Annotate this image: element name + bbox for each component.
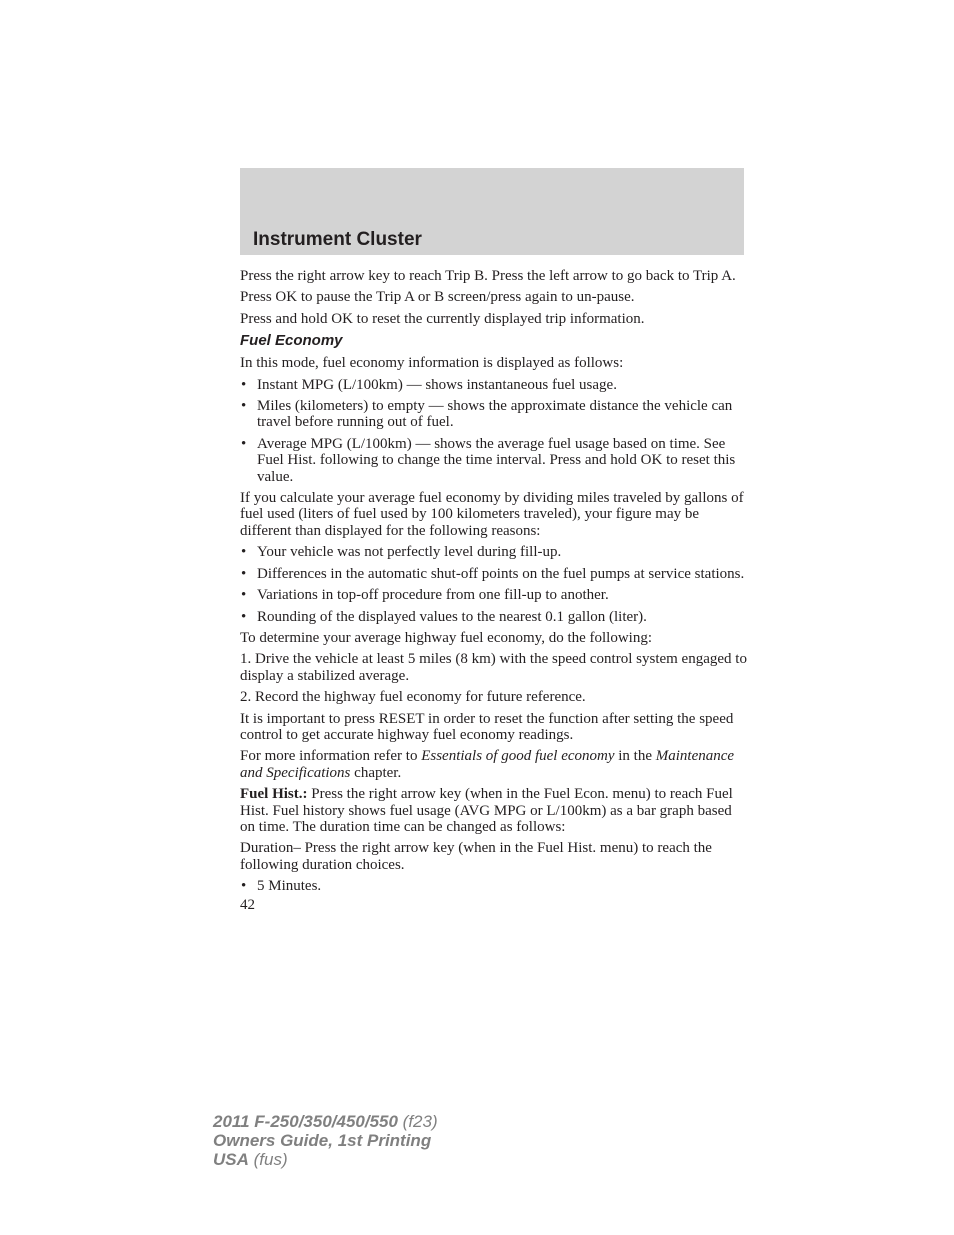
list-item-text: Variations in top-off procedure from one fill-up to another. (257, 587, 609, 604)
list-item-text: Your vehicle was not perfectly level during fill-up. (257, 544, 562, 561)
more-info-suffix: chapter. (350, 764, 402, 781)
fuel-hist-paragraph (240, 786, 750, 835)
more-info-prefix: For more information refer to (240, 748, 422, 765)
footer-market: USA (213, 1150, 249, 1169)
footer-model-code: (f23) (397, 1112, 438, 1131)
list-item (240, 609, 750, 625)
list-item-text: Instant MPG (L/100km) — shows instantaneous fuel usage. (257, 376, 617, 393)
bullet-marker: • (241, 376, 247, 393)
list-item-text: 5 Minutes. (257, 878, 322, 895)
duration-paragraph: Duration– Press the right arrow key (when in the Fuel Hist. menu) to reach the following duration choices. (240, 840, 712, 873)
fuel-economy-modes-list (240, 377, 750, 485)
list-item (240, 398, 750, 431)
more-info-paragraph (240, 748, 750, 781)
document-footer (213, 1112, 438, 1169)
fuel-economy-heading: Fuel Economy (240, 332, 343, 350)
duration-choices-list (240, 878, 750, 894)
page-number: 42 (240, 896, 255, 913)
reset-note: It is important to press RESET in order to reset the function after setting the speed control to get accurate highway fuel economy readings. (240, 710, 734, 743)
list-item (240, 436, 750, 485)
list-item-text: Miles (kilometers) to empty — shows the approximate distance the vehicle can travel before running out of fuel. (257, 398, 733, 431)
footer-line-market (213, 1150, 438, 1169)
highway-economy-intro: To determine your average highway fuel economy, do the following: (240, 629, 653, 646)
footer-market-code: (fus) (248, 1150, 288, 1169)
footer-line-edition: Owners Guide, 1st Printing (213, 1131, 432, 1150)
list-item-text: Average MPG (L/100km) — shows the average fuel usage based on time. See Fuel Hist. following to change the time interval. Press and hold OK to reset this value. (257, 435, 736, 485)
paragraph-trip-b: Press the right arrow key to reach Trip B. Press the left arrow to go back to Trip A. (240, 268, 736, 284)
bullet-marker: • (241, 398, 247, 415)
fuel-hist-label: Fuel Hist.: (240, 786, 308, 803)
list-item-text: Rounding of the displayed values to the nearest 0.1 gallon (liter). (257, 608, 647, 625)
highway-step-1: 1. Drive the vehicle at least 5 miles (8 km) with the speed control system engaged to display a stabilized average. (240, 651, 747, 684)
paragraph-reset-trip: Press and hold OK to reset the currently displayed trip information. (240, 310, 645, 327)
section-header-band (240, 168, 744, 255)
bullet-marker: • (241, 878, 247, 895)
difference-reasons-list (240, 544, 750, 625)
footer-line-model (213, 1112, 438, 1131)
calculation-note: If you calculate your average fuel economy by dividing miles traveled by gallons of fuel used (liters of fuel used by 100 kilometers traveled), your figure may be different than displayed for the following reasons: (240, 490, 744, 539)
more-info-middle: in the (614, 748, 656, 765)
bullet-marker: • (241, 435, 247, 452)
fuel-economy-intro: In this mode, fuel economy information is displayed as follows: (240, 355, 624, 372)
highway-step-2: 2. Record the highway fuel economy for future reference. (240, 689, 586, 706)
fuel-hist-text: Press the right arrow key (when in the Fuel Econ. menu) to reach Fuel Hist. Fuel history shows fuel usage (AVG MPG or L/100km) as a bar graph based on time. The duration time can be changed as follows: (240, 786, 733, 835)
bullet-marker: • (241, 587, 247, 604)
list-item-text: Differences in the automatic shut-off points on the fuel pumps at service stations. (257, 565, 745, 582)
list-item (240, 544, 750, 560)
bullet-marker: • (241, 608, 247, 625)
list-item (240, 878, 750, 894)
page-content (240, 268, 750, 913)
reference-chapter: Maintenance and Specifications (240, 748, 735, 781)
list-item (240, 566, 750, 582)
bullet-marker: • (241, 544, 247, 561)
reference-title: Essentials of good fuel economy (421, 748, 615, 765)
bullet-marker: • (241, 565, 247, 582)
section-title: Instrument Cluster (253, 229, 422, 250)
paragraph-pause: Press OK to pause the Trip A or B screen/press again to un-pause. (240, 289, 635, 306)
footer-model: 2011 F-250/350/450/550 (213, 1112, 398, 1131)
list-item (240, 377, 750, 393)
list-item (240, 587, 750, 603)
